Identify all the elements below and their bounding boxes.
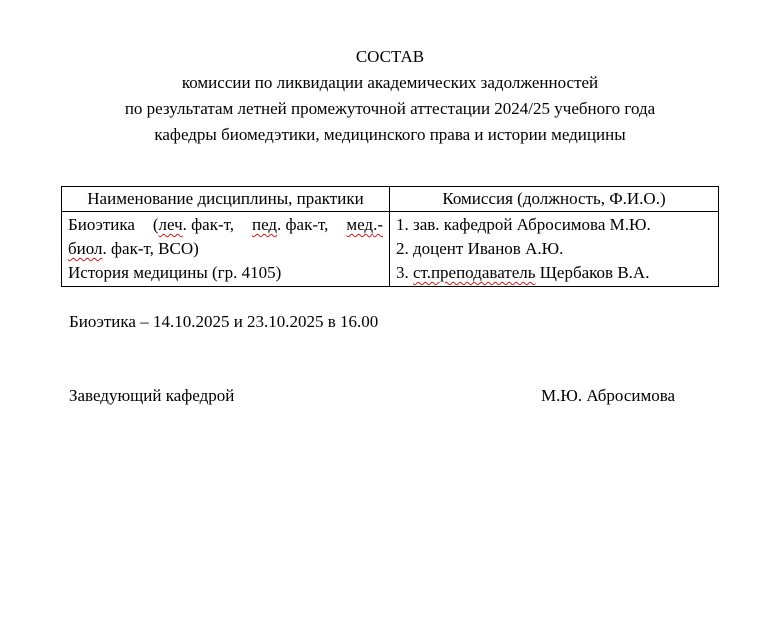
document-title: СОСТАВ — [355, 47, 425, 66]
table-header-row — [62, 187, 719, 212]
discipline-word: Биоэтика — [68, 215, 135, 234]
spellcheck-word: ст.преподаватель — [413, 263, 536, 282]
commission-member-2: 2. доцент Иванов А.Ю. — [396, 239, 564, 258]
exam-schedule-line: Биоэтика – 14.10.2025 и 23.10.2025 в 16.00 — [69, 312, 379, 331]
spellcheck-word: мед — [346, 215, 374, 234]
signature-name: М.Ю. Абросимова — [541, 386, 676, 405]
discipline-line-3: История медицины (гр. 4105) — [68, 263, 282, 282]
commission-member-1: 1. зав. кафедрой Абросимова М.Ю. — [396, 215, 651, 234]
discipline-line-1 — [68, 213, 383, 237]
heading-line-1: комиссии по ликвидации академических задолженностей — [181, 73, 599, 92]
spellcheck-word: леч — [158, 215, 183, 234]
commission-cell — [390, 212, 719, 287]
document-heading — [0, 44, 765, 148]
discipline-word: пед. фак-т, — [251, 215, 329, 234]
commission-table — [61, 186, 719, 287]
spellcheck-word: пед — [251, 215, 278, 234]
spellcheck-word: биол — [68, 239, 103, 258]
discipline-word: (леч. фак-т, — [152, 215, 235, 234]
header-discipline: Наименование дисциплины, практики — [62, 187, 390, 212]
commission-member-3: 3. ст.преподаватель Щербаков В.А. — [396, 263, 650, 282]
discipline-line-2: биол. фак-т, ВСО) — [68, 239, 199, 258]
signature-position: Заведующий кафедрой — [69, 386, 235, 405]
discipline-cell — [62, 212, 390, 287]
discipline-word: мед.- — [346, 215, 383, 234]
header-commission: Комиссия (должность, Ф.И.О.) — [390, 187, 719, 212]
table-row — [62, 212, 719, 287]
heading-line-3: кафедры биомедэтики, медицинского права и истории медицины — [154, 125, 626, 144]
heading-line-2: по результатам летней промежуточной аттестации 2024/25 учебного года — [124, 99, 656, 118]
